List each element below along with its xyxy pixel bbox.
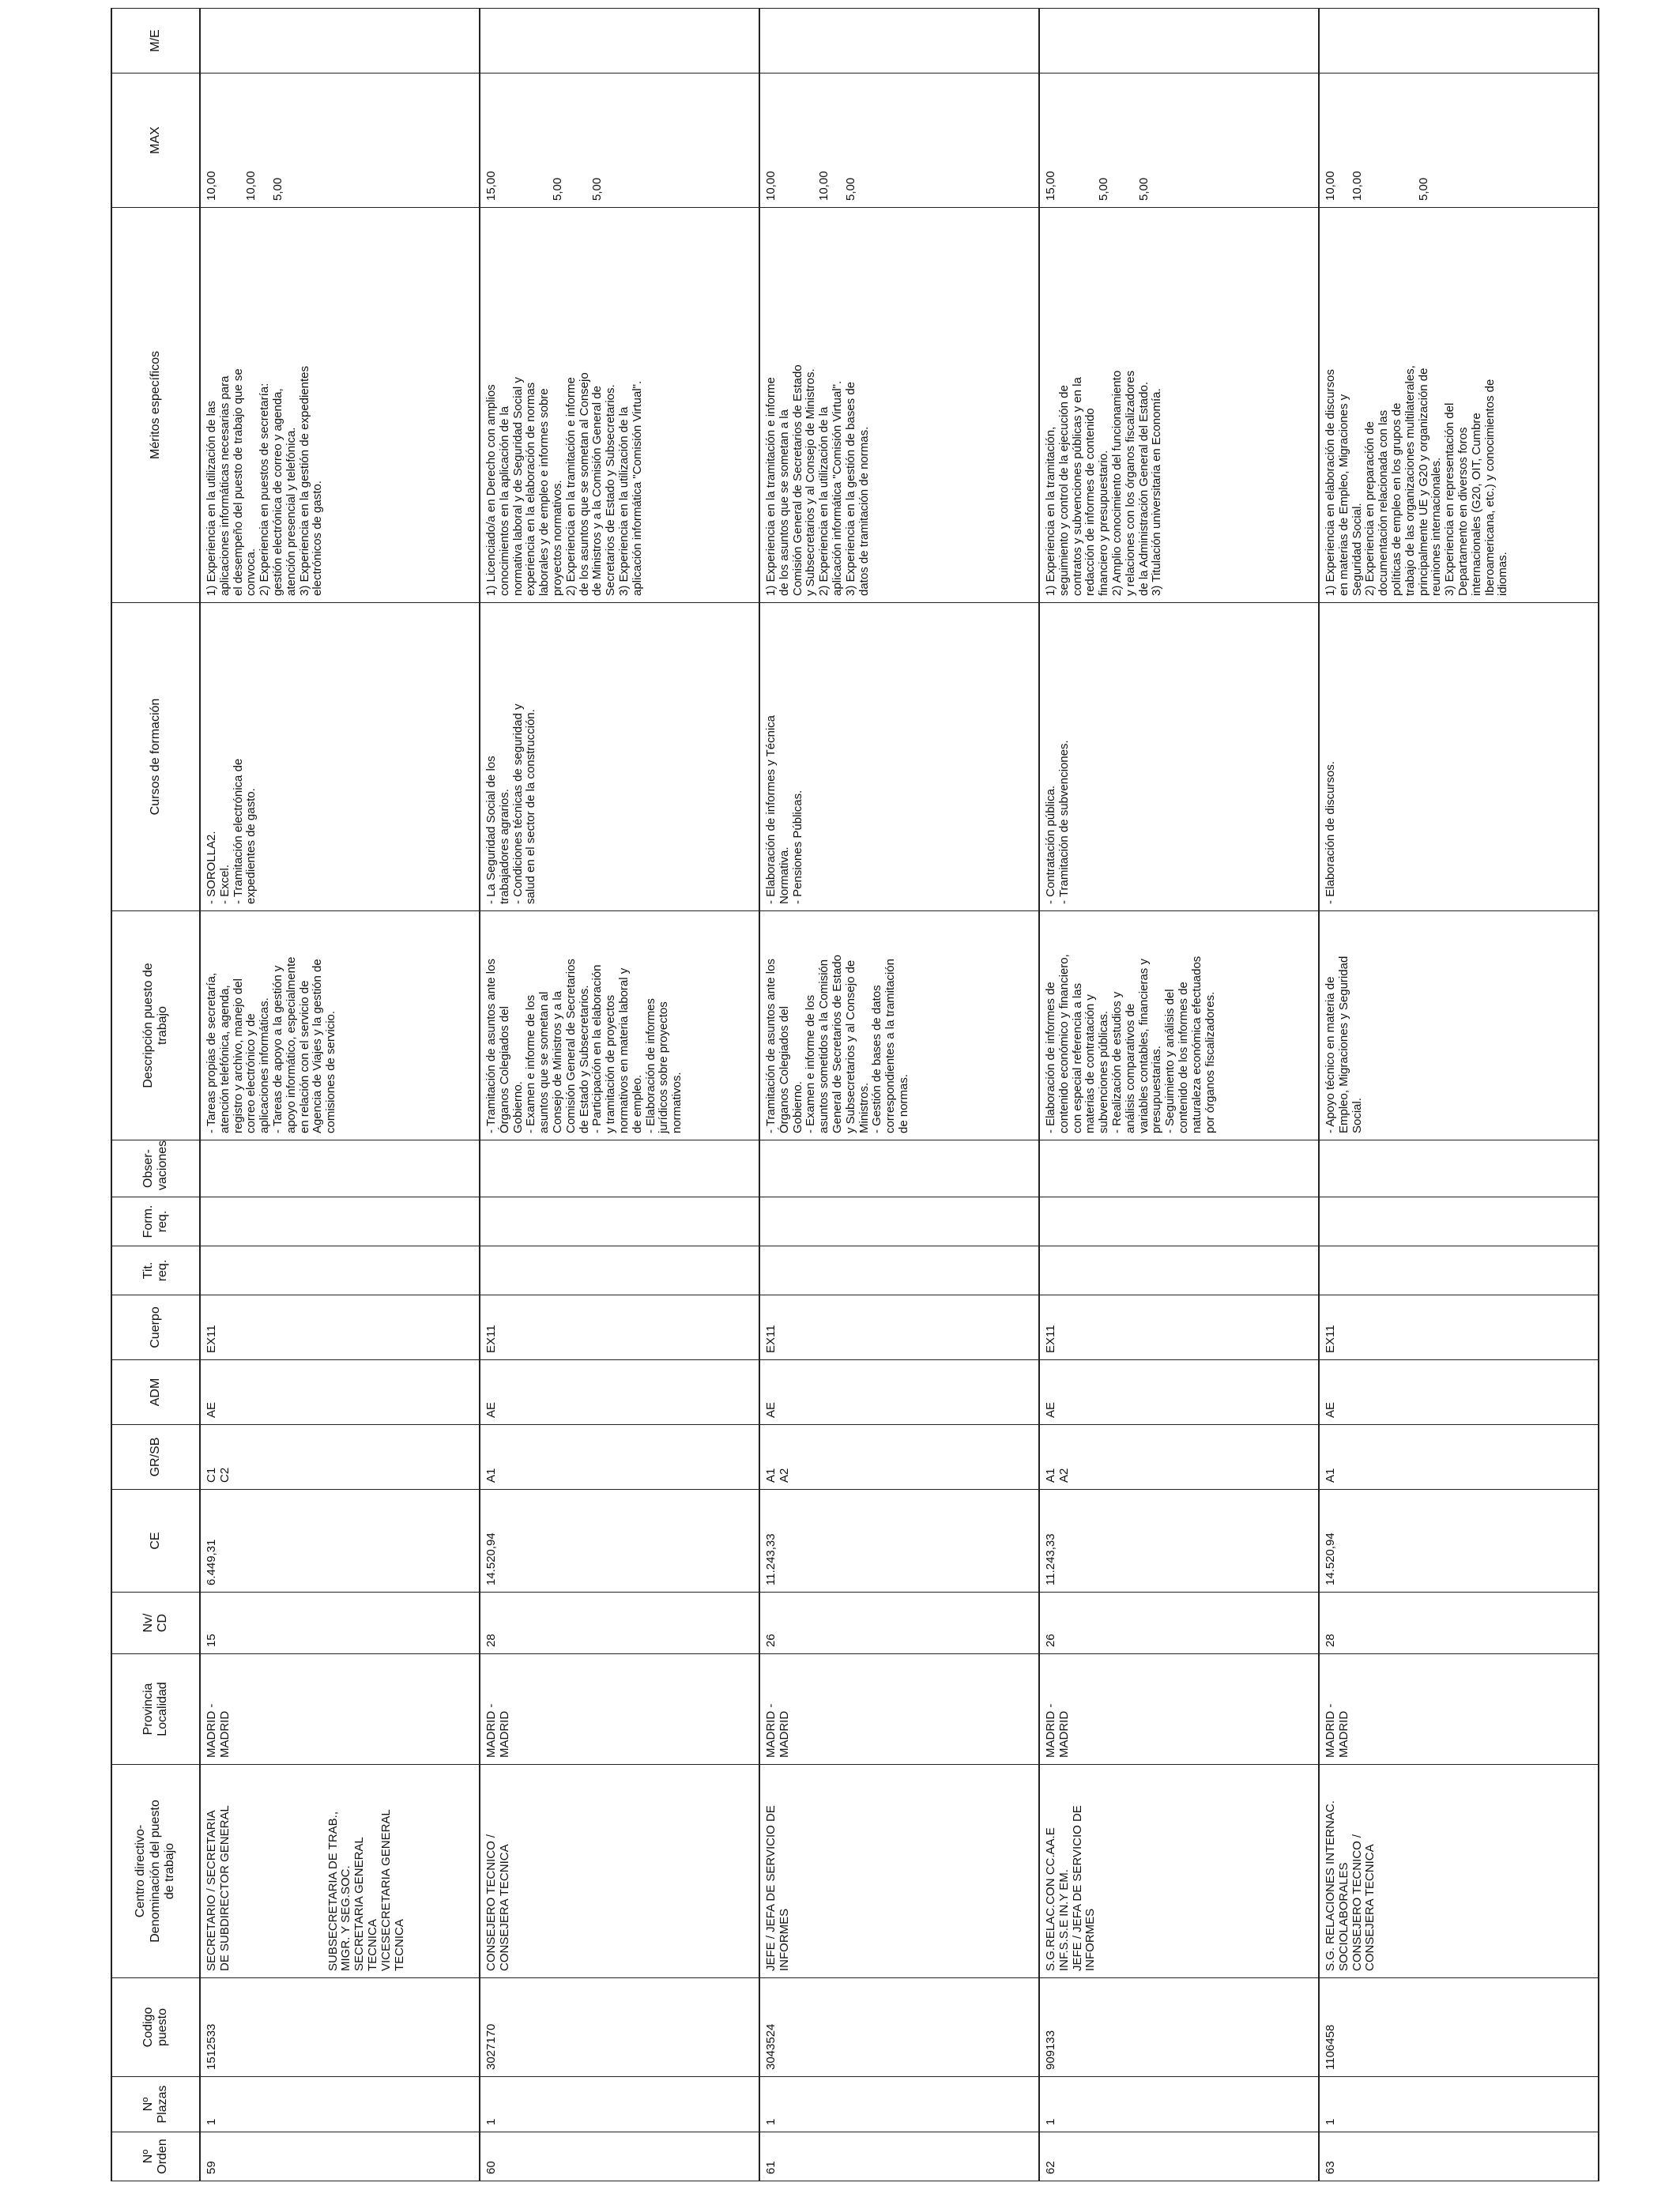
cell-orden — [480, 2132, 759, 2181]
header-max: MAX — [111, 74, 200, 208]
rotated-table-sheet — [111, 8, 1675, 2181]
nivel-value: 28 — [1324, 1634, 1337, 1647]
header-cuerpo: Cuerpo — [111, 1295, 200, 1360]
cell-adm — [480, 1360, 759, 1425]
cell-plazas — [200, 2077, 480, 2132]
nivel-value: 26 — [1044, 1634, 1057, 1647]
puesto-denominacion: SECRETARIO / SECRETARIA DE SUBDIRECTOR GENERAL — [205, 1805, 232, 1971]
cell-descripcion — [759, 911, 1039, 1140]
cell-cursos — [759, 603, 1039, 911]
cell-orden — [1319, 2132, 1599, 2181]
grupo-value: A1 A2 — [1044, 1468, 1071, 1483]
provincia-value: MADRID - MADRID — [484, 1703, 511, 1758]
cell-obs — [200, 1140, 480, 1197]
cell-provincia — [1039, 1654, 1319, 1765]
cell-tit — [480, 1246, 759, 1295]
cell-form — [1319, 1197, 1599, 1246]
cell-codigo — [1319, 1978, 1599, 2077]
header-nivel: Nv/ CD — [111, 1593, 200, 1654]
centro-directivo-label: S.G. RELACIONES INTERNAC. SOCIOLABORALES — [1324, 1800, 1350, 1971]
table-body — [200, 9, 1599, 2181]
puesto-denominacion: CONSEJERO TECNICO / CONSEJERA TECNICA — [1350, 1834, 1377, 1971]
cursos-value: - SOROLLA2. - Excel. - Tramitación electrónica de expedientes de gasto. — [205, 758, 258, 904]
grupo-value: C1 C2 — [205, 1467, 232, 1483]
cell-tit — [759, 1246, 1039, 1295]
provincia-value: MADRID - MADRID — [764, 1703, 791, 1758]
cell-descripcion — [480, 911, 759, 1140]
header-centro: Centro directivo- Denominación del puesto de trabajo — [111, 1765, 200, 1978]
ce-value: 6.449,31 — [205, 1539, 218, 1585]
cell-max — [200, 74, 480, 208]
cell-meritos — [1319, 208, 1599, 603]
descripcion-value: - Elaboración de informes de contenido económico y financiero, con especial referencia a las materias de contratación y subvenciones públicas. - Realización de estudios y análisis comparativos de variables contables, financieras y presupuestarias. - Seguimiento y análisis del contenido de los informes de naturaleza económica efectuados por órganos fiscalizadores. — [1044, 954, 1217, 1133]
max-value: 10,00 10,00 5,00 — [1324, 171, 1430, 201]
cell-max — [1039, 74, 1319, 208]
cell-grupo — [1319, 1425, 1599, 1490]
header-descripcion: Descripción puesto de trabajo — [111, 911, 200, 1140]
descripcion-value: - Tareas propias de secretaría, atención telefónica, agenda, registro y archivo, manejo del correo electrónico y de aplicaciones informáticas. - Tareas de apoyo a la gestión y apoyo informático, especialmente en relación con el servicio de Agencia de Viajes y la gestión de comisiones de servicio. — [205, 956, 338, 1133]
grupo-value: A1 A2 — [764, 1468, 791, 1483]
plazas-value: 1 — [205, 2118, 218, 2125]
cell-me — [759, 9, 1039, 74]
cell-me — [1319, 9, 1599, 74]
cell-provincia — [200, 1654, 480, 1765]
cuerpo-value: EX11 — [484, 1325, 498, 1353]
cell-form — [1039, 1197, 1319, 1246]
plazas-value: 1 — [484, 2118, 498, 2125]
cell-codigo — [480, 1978, 759, 2077]
meritos-value: 1) Experiencia en la tramitación, seguimiento y control de la ejecución de contratos y subvenciones públicas y en la redacción de informes de contenido financiero y presupuestario. 2) Amplio conocimiento del funcionamiento y relaciones con los órganos fiscalizadores de la Administración General del Estado. 3) Titulación universitaria en Economía. — [1044, 370, 1164, 596]
header-meritos: Méritos específicos — [111, 208, 200, 603]
codigo-value: 3027170 — [484, 2023, 498, 2070]
header-orden: Nº Orden — [111, 2132, 200, 2181]
meritos-value: 1) Experiencia en elaboración de discursos en materias de Empleo, Migraciones y Seguridad Social. 2) Experiencia en preparación de documentación relacionada con las políticas de empleo en los grupos de trabajo de las organizaciones multilaterales, principalmente UE y G20 y organización de reuniones internacionales. 3) Experiencia en representación del Departamento en diversos foros internacionales (G20, OIT, Cumbre Iberoamericana, etc.) y conocimientos de idiomas. — [1324, 365, 1510, 596]
max-value: 15,00 5,00 5,00 — [1044, 171, 1151, 201]
cell-descripcion — [200, 911, 480, 1140]
cell-ce — [1039, 1490, 1319, 1593]
codigo-value: 1512533 — [205, 2023, 218, 2070]
adm-value: AE — [764, 1401, 778, 1418]
cell-nivel — [1039, 1593, 1319, 1654]
cell-meritos — [1039, 208, 1319, 603]
cell-grupo — [480, 1425, 759, 1490]
header-provincia: Provincia Localidad — [111, 1654, 200, 1765]
cell-cuerpo — [480, 1295, 759, 1360]
provincia-value: MADRID - MADRID — [1324, 1703, 1350, 1758]
cell-obs — [480, 1140, 759, 1197]
cell-orden — [1039, 2132, 1319, 2181]
cell-codigo — [200, 1978, 480, 2077]
cell-provincia — [480, 1654, 759, 1765]
cell-adm — [759, 1360, 1039, 1425]
provincia-value: MADRID - MADRID — [1044, 1703, 1071, 1758]
cell-plazas — [480, 2077, 759, 2132]
nivel-value: 15 — [205, 1634, 218, 1647]
orden-value: 59 — [205, 2161, 218, 2174]
ce-value: 14.520,94 — [484, 1532, 498, 1585]
cell-provincia — [1319, 1654, 1599, 1765]
table-row — [200, 9, 480, 2181]
cell-cuerpo — [759, 1295, 1039, 1360]
ce-value: 11.243,33 — [764, 1533, 778, 1585]
cell-centro — [759, 1765, 1039, 1978]
adm-value: AE — [205, 1401, 218, 1418]
cell-descripcion — [1319, 911, 1599, 1140]
cell-plazas — [759, 2077, 1039, 2132]
header-codigo: Codigo puesto — [111, 1978, 200, 2077]
header-me: M/E — [111, 9, 200, 74]
cell-max — [1319, 74, 1599, 208]
header-grupo: GR/SB — [111, 1425, 200, 1490]
plazas-value: 1 — [764, 2118, 778, 2125]
cuerpo-value: EX11 — [1324, 1325, 1337, 1353]
centro-directivo-next-label: SUBSECRETARIA DE TRAB., MIGR. Y SEG.SOC. SECRETARIA GENERAL TECNICA VICESECRETARIA GENERAL TECNICA — [326, 1809, 406, 1971]
orden-value: 61 — [764, 2161, 778, 2174]
plazas-value: 1 — [1044, 2118, 1057, 2125]
cell-tit — [1039, 1246, 1319, 1295]
descripcion-value: - Tramitación de asuntos ante los Órganos Colegiados del Gobierno. - Examen e informe de los asuntos que se sometan al Consejo de Ministros y a la Comisión General de Secretarios de Estado y Subsecretarios. - Participación en la elaboración y tramitación de proyectos normativos en materia laboral y de empleo. - Elaboración de informes jurídicos sobre proyectos normativos. — [484, 959, 684, 1133]
cell-ce — [1319, 1490, 1599, 1593]
cursos-value: - Contratación pública. - Tramitación de subvenciones. — [1044, 740, 1071, 904]
orden-value: 60 — [484, 2161, 498, 2174]
cell-form — [200, 1197, 480, 1246]
nivel-value: 26 — [764, 1634, 778, 1647]
cell-obs — [1319, 1140, 1599, 1197]
cuerpo-value: EX11 — [764, 1325, 778, 1353]
cell-codigo — [1039, 1978, 1319, 2077]
cell-cursos — [1319, 603, 1599, 911]
cell-cuerpo — [1319, 1295, 1599, 1360]
codigo-value: 909133 — [1044, 2030, 1057, 2070]
ce-value: 14.520,94 — [1324, 1532, 1337, 1585]
cell-cursos — [200, 603, 480, 911]
cell-grupo — [759, 1425, 1039, 1490]
header-cursos: Cursos de formación — [111, 603, 200, 911]
cell-centro — [480, 1765, 759, 1978]
cell-nivel — [1319, 1593, 1599, 1654]
cell-codigo — [759, 1978, 1039, 2077]
ce-value: 11.243,33 — [1044, 1533, 1057, 1585]
table-row — [1319, 9, 1599, 2181]
plazas-value: 1 — [1324, 2118, 1337, 2125]
cuerpo-value: EX11 — [1044, 1325, 1057, 1353]
cell-adm — [1319, 1360, 1599, 1425]
cell-plazas — [1039, 2077, 1319, 2132]
cell-cuerpo — [200, 1295, 480, 1360]
cell-cuerpo — [1039, 1295, 1319, 1360]
table-row — [480, 9, 759, 2181]
orden-value: 63 — [1324, 2161, 1337, 2174]
cursos-value: - Elaboración de discursos. — [1324, 761, 1337, 904]
cell-grupo — [1039, 1425, 1319, 1490]
cell-orden — [200, 2132, 480, 2181]
cell-obs — [1039, 1140, 1319, 1197]
cell-centro — [1319, 1765, 1599, 1978]
max-value: 10,00 10,00 5,00 — [764, 171, 857, 201]
cell-orden — [759, 2132, 1039, 2181]
orden-value: 62 — [1044, 2161, 1057, 2174]
cursos-value: - La Seguridad Social de los trabajadores agrarios. - Condiciones técnicas de seguridad y salud en el sector de la construcción. — [484, 703, 538, 904]
header-adm: ADM — [111, 1360, 200, 1425]
grupo-value: A1 — [484, 1468, 498, 1483]
nivel-value: 28 — [484, 1634, 498, 1647]
header-row — [111, 9, 200, 2181]
cell-form — [759, 1197, 1039, 1246]
cell-tit — [1319, 1246, 1599, 1295]
cell-adm — [1039, 1360, 1319, 1425]
cell-me — [1039, 9, 1319, 74]
cell-nivel — [480, 1593, 759, 1654]
cell-descripcion — [1039, 911, 1319, 1140]
header-obs: Obser- vaciones — [111, 1140, 200, 1197]
cell-ce — [200, 1490, 480, 1593]
header-tit: Tit. req. — [111, 1246, 200, 1295]
codigo-value: 3043524 — [764, 2023, 778, 2070]
cell-ce — [480, 1490, 759, 1593]
cuerpo-value: EX11 — [205, 1325, 218, 1353]
table-row — [759, 9, 1039, 2181]
cell-me — [200, 9, 480, 74]
puesto-denominacion: CONSEJERO TECNICO / CONSEJERA TECNICA — [484, 1834, 511, 1971]
cell-centro — [1039, 1765, 1319, 1978]
provincia-value: MADRID - MADRID — [205, 1703, 232, 1758]
max-value: 10,00 10,00 5,00 — [205, 171, 284, 201]
centro-directivo-label: S.G.RELAC.CON CC.AA.E INF.S.S.E IN.Y EM. — [1044, 1827, 1071, 1971]
cell-meritos — [200, 208, 480, 603]
cell-meritos — [759, 208, 1039, 603]
adm-value: AE — [1044, 1401, 1057, 1418]
cell-cursos — [1039, 603, 1319, 911]
cell-max — [759, 74, 1039, 208]
header-plazas: Nº Plazas — [111, 2077, 200, 2132]
cell-tit — [200, 1246, 480, 1295]
cell-max — [480, 74, 759, 208]
adm-value: AE — [1324, 1401, 1337, 1418]
header-ce: CE — [111, 1490, 200, 1593]
meritos-value: 1) Licenciado/a en Derecho con amplios conocimientos en la aplicación de la normativa laboral y de Seguridad Social y experiencia en la elaboración de normas laborales y de empleo e informes sobre proyectos normativos. 2) Experiencia en la tramitación e informe de los asuntos que se sometan al Consejo de Ministros y a la Comisión General de Secretarios de Estado y Subsecretarios. 3) Experiencia en la utilización de la aplicación informática "Comisión Virtual". — [484, 372, 644, 596]
puesto-denominacion: JEFE / JEFA DE SERVICIO DE INFORMES — [1070, 1805, 1098, 1971]
meritos-value: 1) Experiencia en la utilización de las aplicaciones informáticas necesarias para el desempeño del puesto de trabajo que se convoca. 2) Experiencia en puestos de secretaría: gestión electrónica de correo y agenda, atención presencial y telefónica. 3) Experiencia en la gestión de expedientes electrónicos de gasto. — [205, 365, 325, 596]
puesto-denominacion: JEFE / JEFA DE SERVICIO DE INFORMES — [764, 1805, 791, 1971]
cell-plazas — [1319, 2077, 1599, 2132]
cell-ce — [759, 1490, 1039, 1593]
cell-grupo — [200, 1425, 480, 1490]
cell-obs — [759, 1140, 1039, 1197]
cursos-value: - Elaboración de informes y Técnica Normativa. - Pensiones Públicas. — [764, 714, 804, 904]
header-form: Form. req. — [111, 1197, 200, 1246]
cell-meritos — [480, 208, 759, 603]
cell-nivel — [200, 1593, 480, 1654]
cell-nivel — [759, 1593, 1039, 1654]
cell-centro — [200, 1765, 480, 1978]
cell-form — [480, 1197, 759, 1246]
meritos-value: 1) Experiencia en la tramitación e informe de los asuntos que se sometan a la Comisión General de Secretarios de Estado y Subsecretarios y al Consejo de Ministros. 2) Experiencia en la utilización de la aplicación informática "Comisión Virtual". 3) Experiencia en la gestión de bases de datos de tramitación de normas. — [764, 364, 871, 596]
grupo-value: A1 — [1324, 1468, 1337, 1483]
adm-value: AE — [484, 1401, 498, 1418]
descripcion-value: - Tramitación de asuntos ante los Órganos Colegiados del Gobierno. - Examen e informe de los asuntos sometidos a la Comisión General de Secretarios de Estado y Subsecretarios y al Consejo de Ministros. - Gestión de bases de datos correspondientes a la tramitación de normas. — [764, 955, 910, 1133]
positions-table — [111, 8, 1599, 2181]
table-row — [1039, 9, 1319, 2181]
cell-provincia — [759, 1654, 1039, 1765]
cell-me — [480, 9, 759, 74]
cell-adm — [200, 1360, 480, 1425]
descripcion-value: - Apoyo técnico en materia de Empleo, Migraciones y Seguridad Social. — [1324, 956, 1364, 1133]
codigo-value: 1106458 — [1324, 2024, 1337, 2070]
max-value: 15,00 5,00 5,00 — [484, 171, 605, 201]
cell-cursos — [480, 603, 759, 911]
